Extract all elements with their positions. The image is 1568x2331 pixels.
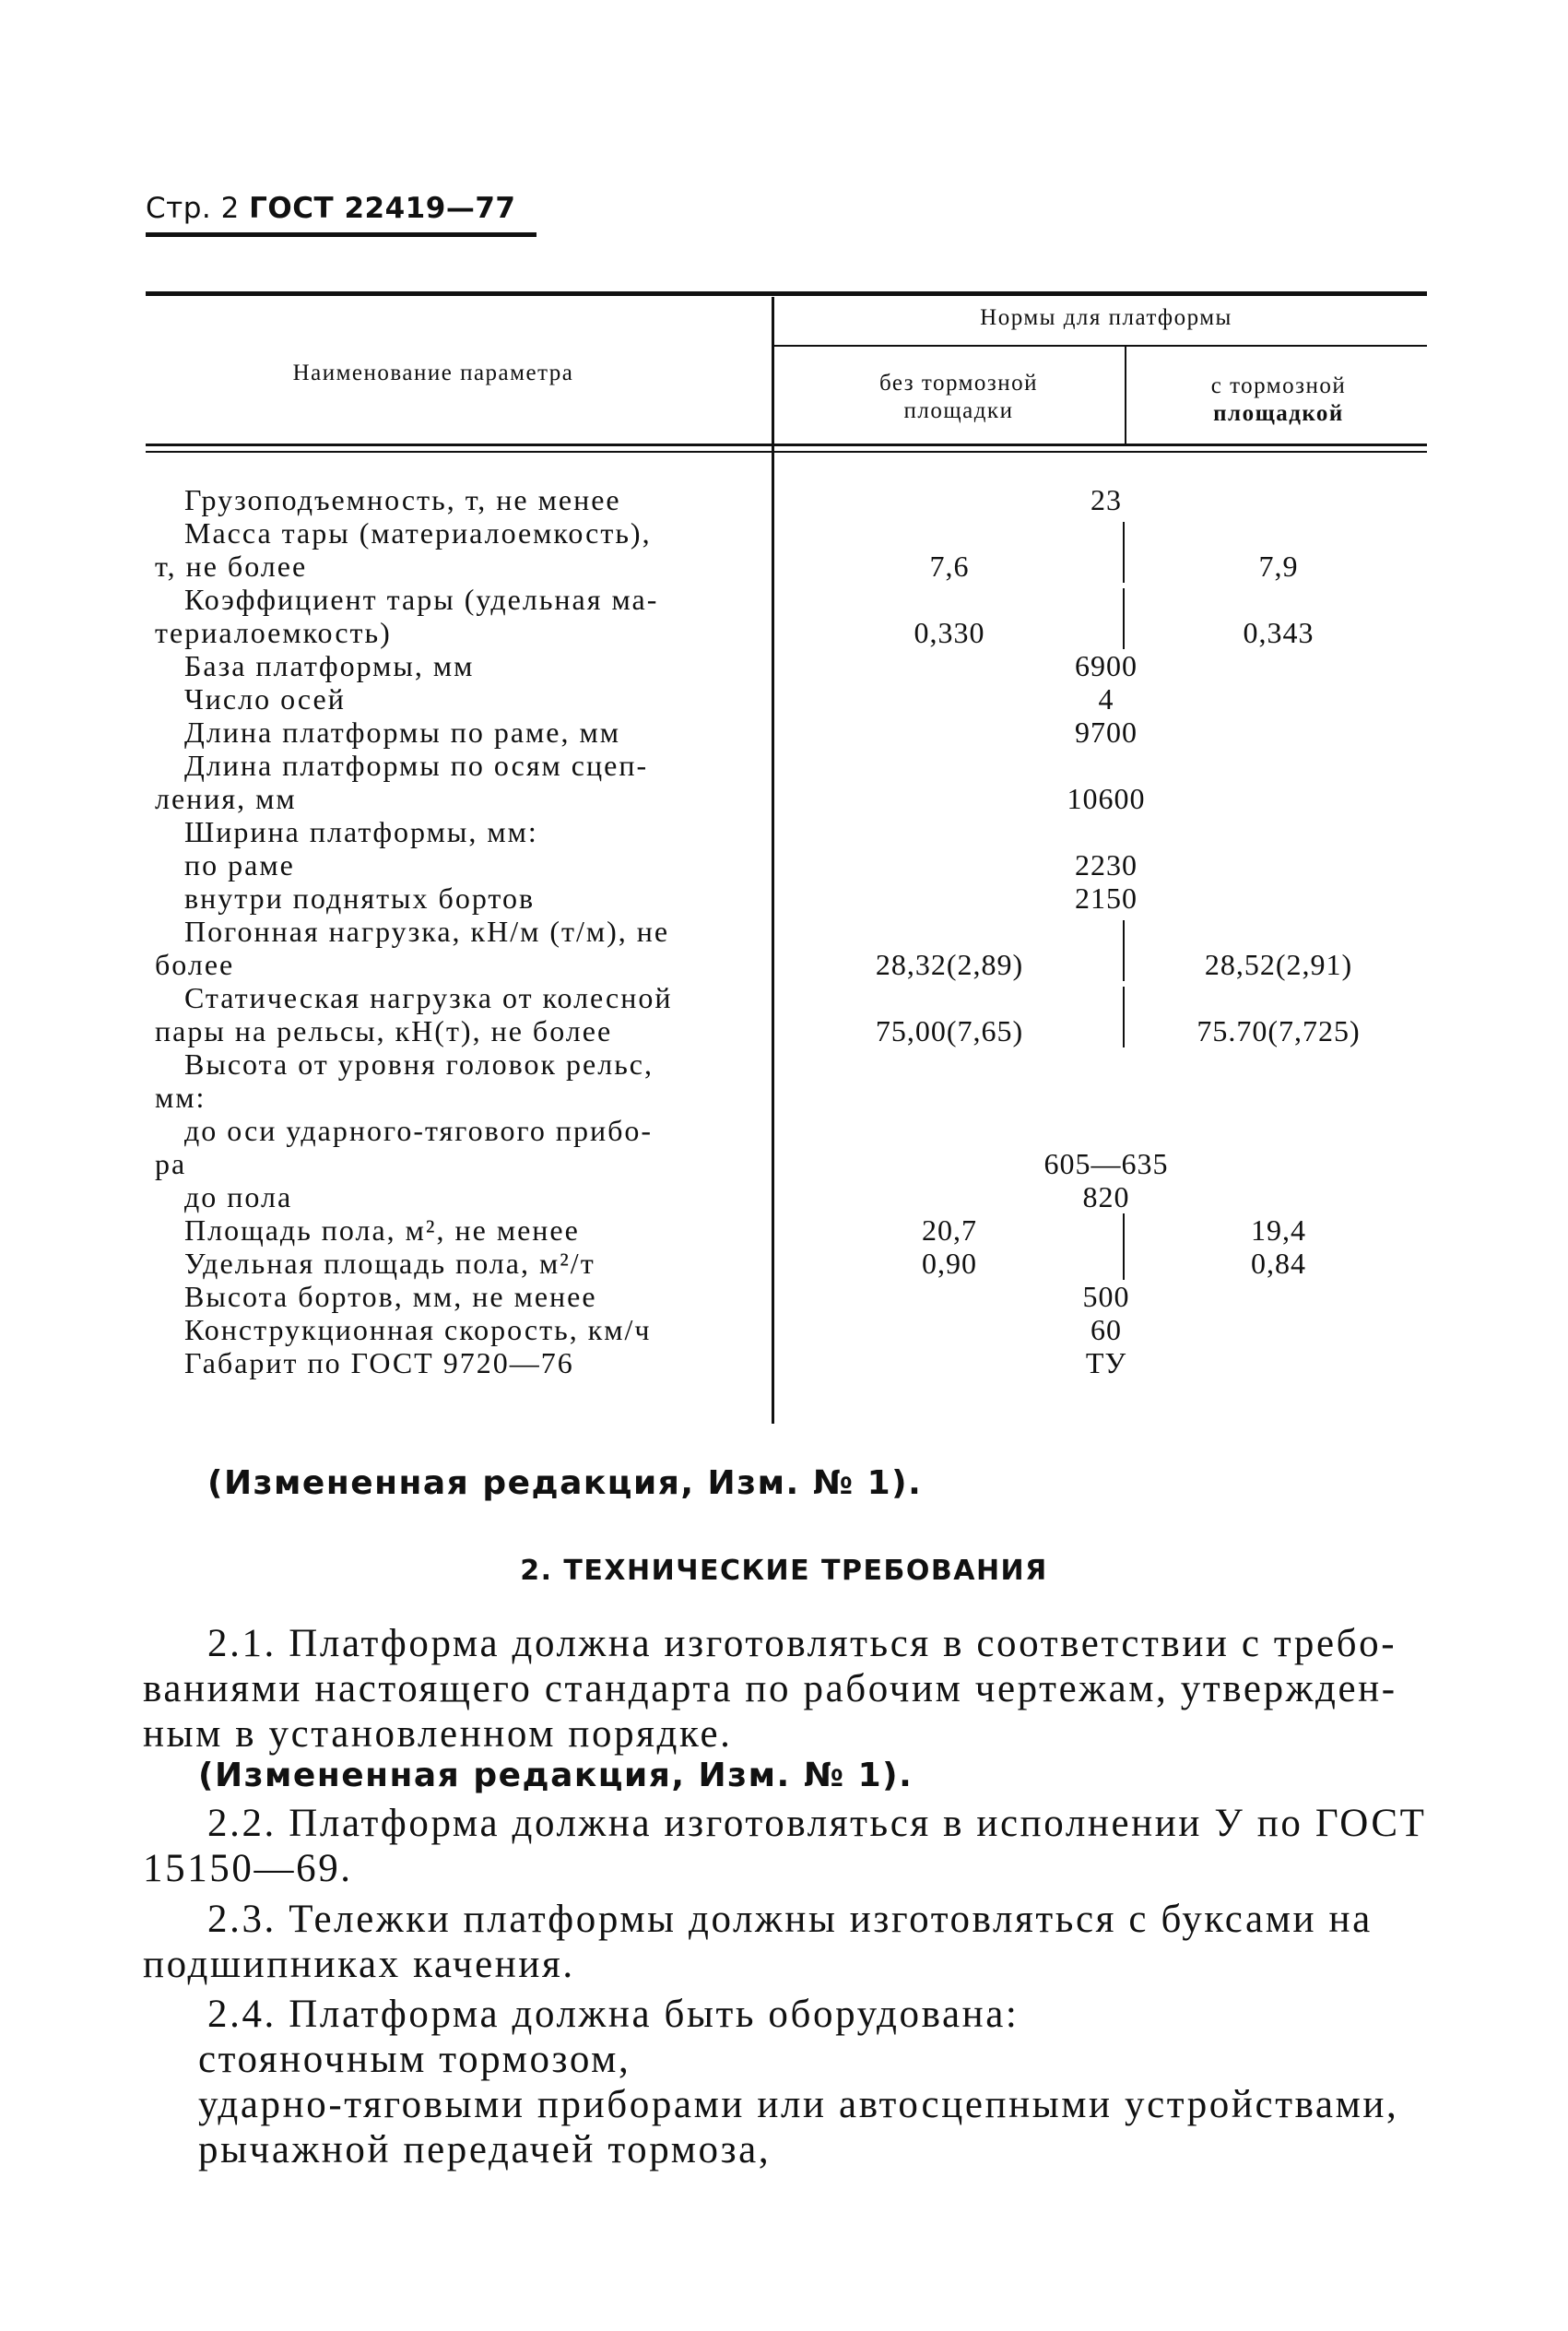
- value-without-brake-platform: 0,90: [922, 1247, 977, 1280]
- parameter-text: Коэффициент тары (удельная ма-: [184, 583, 659, 616]
- value-divider: [1123, 1213, 1125, 1247]
- value-divider: [1123, 987, 1125, 1047]
- parameter-text: Габарит по ГОСТ 9720—76: [184, 1346, 574, 1379]
- section-title: 2. ТЕХНИЧЕСКИЕ ТРЕБОВАНИЯ: [520, 1555, 1048, 1587]
- table-header-bottom-rule: [146, 444, 1427, 446]
- value-divider: [1123, 522, 1125, 583]
- parameter-text: Площадь пола, м², не менее: [184, 1213, 580, 1247]
- parameter-text: Высота от уровня головок рельс,: [184, 1047, 654, 1081]
- value-without-brake-platform: 0,330: [914, 616, 985, 649]
- value-common: 820: [1082, 1180, 1130, 1213]
- value-common: 6900: [1075, 649, 1138, 682]
- text-line: 2.2. Платформа должна изготовляться в исполнении У по ГОСТ: [207, 1802, 1427, 1845]
- text-line: ударно-тяговыми приборами или автосцепными устройствами,: [198, 2083, 1399, 2126]
- header-line: без тормозной: [878, 371, 1039, 396]
- page-header: [146, 192, 515, 225]
- column-header-without-platform: [802, 370, 1115, 425]
- value-with-brake-platform: 0,343: [1243, 616, 1315, 649]
- parameter-text: ления, мм: [155, 782, 297, 815]
- value-without-brake-platform: 75,00(7,65): [875, 1014, 1024, 1047]
- value-with-brake-platform: 28,52(2,91): [1204, 948, 1353, 981]
- table-top-rule: [146, 291, 1427, 296]
- parameter-text: Конструкционная скорость, км/ч: [184, 1313, 652, 1346]
- table-header-bottom-rule-2: [146, 451, 1427, 453]
- column-header-parameter: Наименование параметра: [292, 361, 574, 385]
- column-header-with-platform: [1136, 373, 1421, 428]
- parameter-text: т, не более: [155, 550, 308, 583]
- paragraph-2-3: [143, 1897, 1373, 1987]
- text-line: 15150—69.: [143, 1847, 353, 1890]
- text-line: 2.1. Платформа должна изготовляться в соответствии с требо-: [207, 1622, 1397, 1665]
- parameter-text: более: [155, 948, 235, 981]
- parameter-text: внутри поднятых бортов: [184, 882, 536, 915]
- parameter-text: териалоемкость): [155, 616, 392, 649]
- parameter-text: Длина платформы по раме, мм: [184, 716, 620, 749]
- header-line: площадки: [903, 398, 1014, 423]
- subheader-vertical-divider: [1125, 347, 1126, 444]
- parameter-text: Высота бортов, мм, не менее: [184, 1280, 597, 1313]
- header-rule: [146, 232, 536, 237]
- paragraph-2-4: [143, 1992, 1398, 2172]
- text-line: ваниями настоящего стандарта по рабочим чертежам, утвержден-: [143, 1667, 1397, 1710]
- text-line: ным в установленном порядке.: [143, 1712, 733, 1756]
- page-number: Стр. 2: [146, 192, 240, 225]
- value-with-brake-platform: 19,4: [1251, 1213, 1306, 1247]
- parameter-text: Длина платформы по осям сцеп-: [184, 749, 649, 782]
- parameter-text: мм:: [155, 1081, 206, 1114]
- parameter-text: Погонная нагрузка, кН/м (т/м), не: [184, 915, 670, 948]
- header-line: с тормозной: [1210, 373, 1347, 398]
- amendment-note: (Измененная редакция, Изм. № 1).: [207, 1464, 923, 1502]
- parameter-text: Удельная площадь пола, м²/т: [184, 1247, 595, 1280]
- parameter-text: по раме: [184, 848, 295, 882]
- value-without-brake-platform: 7,6: [929, 550, 970, 583]
- parameter-text: до пола: [184, 1180, 293, 1213]
- amendment-note: (Измененная редакция, Изм. № 1).: [198, 1757, 914, 1794]
- norms-subheader-rule: [772, 345, 1427, 347]
- parameter-text: Число осей: [184, 682, 346, 716]
- standard-code: ГОСТ 22419—77: [249, 192, 516, 225]
- text-line: рычажной передачей тормоза,: [198, 2128, 772, 2171]
- text-line: подшипниках качения.: [143, 1943, 575, 1986]
- value-common: 23: [1091, 483, 1122, 516]
- header-line: площадкой: [1213, 401, 1344, 426]
- value-with-brake-platform: 0,84: [1251, 1247, 1306, 1280]
- value-with-brake-platform: 7,9: [1258, 550, 1299, 583]
- value-common: 2230: [1075, 848, 1138, 882]
- paragraph-2-2: [143, 1801, 1427, 1891]
- value-common: 605—635: [1043, 1147, 1169, 1180]
- table-vertical-divider: [772, 297, 774, 1424]
- value-without-brake-platform: 20,7: [922, 1213, 977, 1247]
- parameter-text: База платформы, мм: [184, 649, 475, 682]
- value-common: 2150: [1075, 882, 1138, 915]
- paragraph-2-1: [143, 1621, 1397, 1757]
- value-divider: [1123, 920, 1125, 981]
- parameter-text: до оси ударного-тягового прибо-: [184, 1114, 653, 1147]
- value-common: 60: [1091, 1313, 1122, 1346]
- parameter-text: Масса тары (материалоемкость),: [184, 516, 652, 550]
- value-common: ТУ: [1085, 1346, 1127, 1379]
- value-without-brake-platform: 28,32(2,89): [875, 948, 1024, 981]
- parameter-text: Ширина платформы, мм:: [184, 815, 538, 848]
- text-line: 2.4. Платформа должна быть оборудована:: [207, 1993, 1020, 2036]
- text-line: 2.3. Тележки платформы должны изготовляться с буксами на: [207, 1898, 1373, 1941]
- value-common: 9700: [1075, 716, 1138, 749]
- parameter-text: пары на рельсы, кН(т), не более: [155, 1014, 613, 1047]
- parameter-text: Грузоподъемность, т, не менее: [184, 483, 621, 516]
- value-divider: [1123, 1247, 1125, 1280]
- parameter-text: ра: [155, 1147, 187, 1180]
- parameter-text: Статическая нагрузка от колесной: [184, 981, 673, 1014]
- column-header-norms: Нормы для платформы: [980, 305, 1232, 330]
- value-divider: [1123, 588, 1125, 649]
- value-common: 500: [1082, 1280, 1130, 1313]
- value-common: 10600: [1067, 782, 1146, 815]
- text-line: стояночным тормозом,: [198, 2038, 631, 2081]
- value-common: 4: [1098, 682, 1114, 716]
- value-with-brake-platform: 75.70(7,725): [1197, 1014, 1361, 1047]
